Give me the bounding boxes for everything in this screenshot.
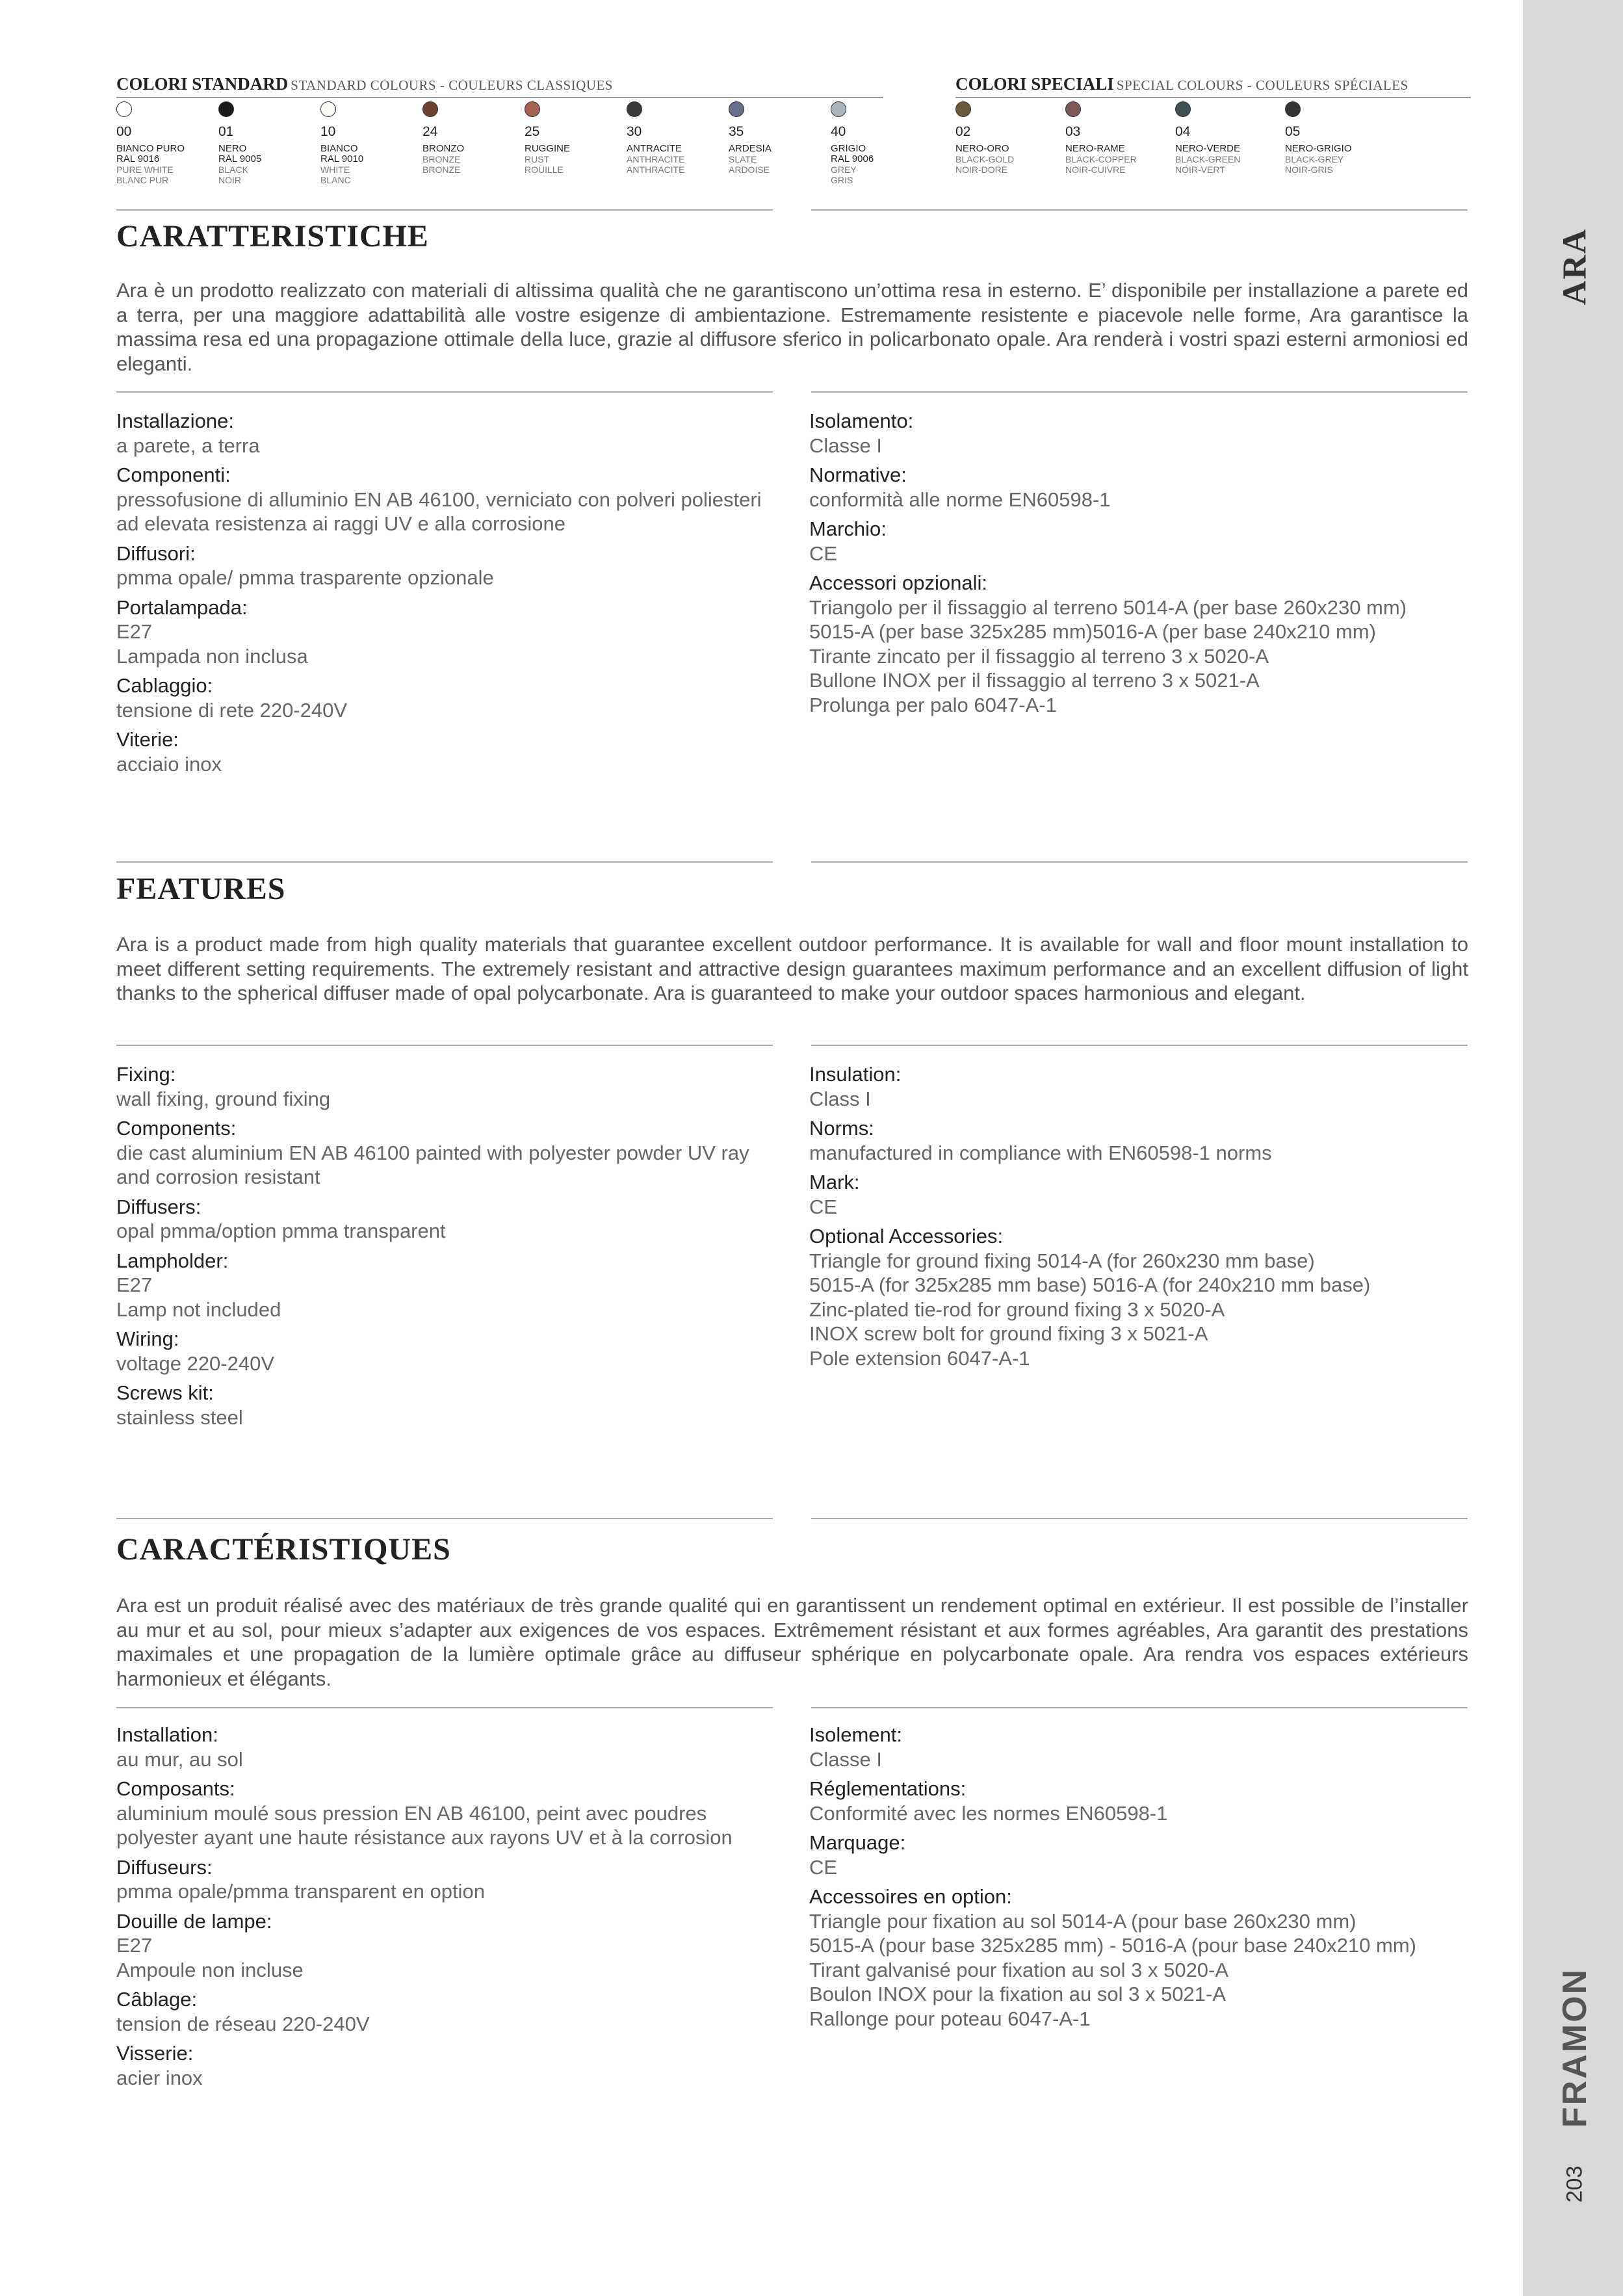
- spec-item: [116, 1062, 766, 1111]
- spec-list-right-it: [809, 409, 1472, 722]
- spec-value: E27 Lamp not included: [116, 1273, 281, 1321]
- colour-swatch-35: [729, 101, 826, 175]
- colour-translations: BLACK-GOLD NOIR-DORE: [955, 154, 1015, 175]
- spec-item: [116, 541, 779, 590]
- colour-dot-icon: [1285, 101, 1301, 117]
- colour-code: 00: [116, 124, 132, 139]
- colour-dot-icon: [116, 101, 132, 117]
- spec-item: [116, 1987, 779, 2036]
- spec-item: [809, 1116, 1472, 1165]
- spec-value: manufactured in compliance with EN60598-1 norms: [809, 1141, 1272, 1164]
- spec-label: Accessoires en option:: [809, 1885, 1012, 1908]
- spec-label: Componenti:: [116, 463, 231, 486]
- spec-item: [116, 409, 779, 458]
- colour-dot-icon: [218, 101, 234, 117]
- brand-logo: [1542, 1963, 1607, 2132]
- spec-label: Portalampada:: [116, 595, 248, 619]
- section-description-fr: Ara est un produit réalisé avec des matériaux de très grande qualité qui en garantissent un rendement optimal en extérieur. Il est possible de l’installer au mur et au sol, pour mieux s’adapter aux exigences de vos espaces. Extrêmement résistant et aux formes agréables, Ara garantit des prestations maximales et une propagation de la lumière optimale grâce au diffuseur sphérique en polycarbonate opale. Ara rendra vos espaces extérieurs harmonieux et élégants.: [116, 1594, 1468, 1690]
- spec-value: Triangle pour fixation au sol 5014-A (pour base 260x230 mm) 5015-A (pour base 325x285 mm) - 5016-A (pour base 240x210 mm) Tirant galvanisé pour fixation au sol 3 x 5020-A Boulon INOX pour la fixation au sol 3 x 5021-A Rallonge pour poteau 6047-A-1: [809, 1909, 1416, 2030]
- colour-dot-icon: [1065, 101, 1081, 117]
- colour-swatch-24: [422, 101, 520, 175]
- colour-translations: PURE WHITE BLANC PUR: [116, 164, 174, 185]
- colour-swatch-10: [320, 101, 418, 185]
- spec-item: [116, 1855, 779, 1904]
- colour-swatch-40: [831, 101, 928, 185]
- page-number-text: 203: [1562, 2165, 1587, 2203]
- product-title-text: ARA: [1556, 228, 1594, 306]
- spec-label: Douille de lampe:: [116, 1909, 272, 1933]
- spec-list-right-en: [809, 1062, 1472, 1376]
- spec-value: acciaio inox: [116, 752, 222, 776]
- spec-value: Triangolo per il fissaggio al terreno 5014-A (per base 260x230 mm) 5015-A (per base 325x285 mm)5016-A (per base 240x210 mm) Tirante zincato per il fissaggio al terreno 3 x 5020-A Bullone INOX per il fissaggio al terreno 3 x 5021-A Prolunga per palo 6047-A-1: [809, 595, 1407, 716]
- colour-translations: BLACK-GREY NOIR-GRIS: [1285, 154, 1344, 175]
- standard-colours-rule: [116, 97, 883, 98]
- spec-value: Triangle for ground fixing 5014-A (for 260x230 mm base) 5015-A (for 325x285 mm base) 5016-A (for 240x210 mm base) Zinc-plated tie-rod for ground fixing 3 x 5020-A INOX screw bolt for ground fixing 3 x 5021-A Pole extension 6047-A-1: [809, 1249, 1371, 1370]
- spec-item: [809, 1885, 1472, 2031]
- colour-swatch-03: [1065, 101, 1163, 175]
- spec-value: die cast aluminium EN AB 46100 painted with polyester powder UV ray and corrosion resistant: [116, 1141, 749, 1188]
- colour-name: BIANCO PURO RAL 9016: [116, 143, 185, 164]
- spec-label: Viterie:: [116, 728, 179, 751]
- spec-item: [116, 673, 779, 722]
- standard-colours-title: COLORI STANDARD: [116, 74, 289, 94]
- spec-label: Réglementations:: [809, 1777, 967, 1800]
- section-rule-left: [116, 209, 773, 211]
- colour-translations: BRONZE BRONZE: [422, 154, 461, 175]
- colour-dot-icon: [320, 101, 336, 117]
- colour-code: 05: [1285, 124, 1301, 139]
- colour-name: NERO-GRIGIO: [1285, 143, 1352, 154]
- spec-rule-right: [811, 391, 1468, 393]
- spec-label: Marquage:: [809, 1831, 906, 1854]
- colour-dot-icon: [729, 101, 744, 117]
- section-description-en: Ara is a product made from high quality materials that guarantee excellent outdoor performance. It is available for wall and floor mount installation to meet different setting requirements. The extremely resistant and attractive design guarantees maximum performance and an excellent diffusion of light thanks to the spherical diffuser made of opal polycarbonate. Ara is guaranteed to make your outdoor spaces harmonious and elegant.: [116, 933, 1468, 1004]
- colour-name: NERO-ORO: [955, 143, 1009, 154]
- spec-value: tensione di rete 220-240V: [116, 698, 348, 722]
- colour-translations: BLACK-COPPER NOIR-CUIVRE: [1065, 154, 1137, 175]
- spec-rule-left: [116, 1707, 773, 1708]
- spec-label: Accessori opzionali:: [809, 571, 987, 594]
- colour-swatch-01: [218, 101, 316, 185]
- spec-item: [116, 1723, 779, 1771]
- colour-translations: SLATE ARDOISE: [729, 154, 770, 175]
- spec-item: [809, 1777, 1472, 1825]
- colour-dot-icon: [422, 101, 438, 117]
- spec-item: [116, 1777, 779, 1850]
- spec-value: pmma opale/ pmma trasparente opzionale: [116, 566, 494, 589]
- special-colours-subtitle: SPECIAL COLOURS - COULEURS SPÉCIALES: [1116, 77, 1409, 93]
- spec-label: Câblage:: [116, 1988, 198, 2011]
- colour-swatch-00: [116, 101, 214, 185]
- spec-label: Norms:: [809, 1117, 874, 1140]
- section-rule-left: [116, 1518, 773, 1519]
- spec-item: [809, 571, 1472, 717]
- colour-code: 02: [955, 124, 971, 139]
- colour-name: ARDESIA: [729, 143, 772, 154]
- spec-value: conformità alle norme EN60598-1: [809, 488, 1111, 511]
- colour-code: 35: [729, 124, 744, 139]
- spec-item: [809, 517, 1472, 566]
- spec-item: [116, 1327, 766, 1376]
- spec-label: Lampholder:: [116, 1249, 229, 1272]
- section-title-it: CARATTERISTICHE: [116, 219, 429, 254]
- spec-label: Diffuseurs:: [116, 1855, 213, 1879]
- colour-swatch-30: [627, 101, 724, 175]
- spec-list-left-en: [116, 1062, 766, 1435]
- spec-item: [809, 409, 1472, 458]
- special-colours-heading: [955, 74, 1409, 94]
- spec-value: aluminium moulé sous pression EN AB 46100, peint avec poudres polyester ayant une haute résistance aux rayons UV et à la corrosion: [116, 1801, 733, 1849]
- colour-dot-icon: [955, 101, 971, 117]
- colour-translations: WHITE BLANC: [320, 164, 351, 185]
- section-title-fr: CARACTÉRISTIQUES: [116, 1532, 451, 1567]
- spec-value: Conformité avec les normes EN60598-1: [809, 1801, 1168, 1825]
- spec-label: Normative:: [809, 463, 907, 486]
- colour-code: 25: [525, 124, 540, 139]
- colour-code: 10: [320, 124, 336, 139]
- spec-item: [116, 463, 779, 536]
- sidebar: [1523, 0, 1623, 2296]
- spec-label: Wiring:: [116, 1327, 179, 1350]
- brand-logo-text: FRAMON: [1556, 1967, 1594, 2128]
- colour-name: BRONZO: [422, 143, 465, 154]
- colour-name: BIANCO RAL 9010: [320, 143, 364, 164]
- colour-swatch-05: [1285, 101, 1383, 175]
- spec-value: pmma opale/pmma transparent en option: [116, 1880, 485, 1903]
- section-title-en: FEATURES: [116, 872, 286, 906]
- spec-item: [809, 1224, 1472, 1370]
- colour-name: GRIGIO RAL 9006: [831, 143, 874, 164]
- spec-label: Installation:: [116, 1723, 218, 1746]
- colour-translations: GREY GRIS: [831, 164, 857, 185]
- colour-swatch-02: [955, 101, 1053, 175]
- spec-label: Visserie:: [116, 2042, 194, 2065]
- spec-item: [809, 1723, 1472, 1771]
- colour-swatch-04: [1175, 101, 1273, 175]
- spec-item: [809, 1170, 1472, 1219]
- colour-swatch-25: [525, 101, 622, 175]
- spec-item: [116, 1116, 766, 1190]
- section-rule-left: [116, 861, 773, 863]
- colour-translations: RUST ROUILLE: [525, 154, 564, 175]
- spec-item: [809, 463, 1472, 512]
- spec-label: Isolement:: [809, 1723, 903, 1746]
- spec-label: Diffusers:: [116, 1195, 201, 1218]
- spec-rule-right: [811, 1045, 1468, 1046]
- spec-item: [116, 1381, 766, 1429]
- spec-rule-right: [811, 1707, 1468, 1708]
- spec-label: Cablaggio:: [116, 674, 213, 697]
- colour-code: 40: [831, 124, 846, 139]
- spec-item: [809, 1831, 1472, 1879]
- sidebar-product-title: [1542, 221, 1607, 312]
- spec-value: acier inox: [116, 2066, 203, 2089]
- spec-item: [116, 595, 779, 669]
- spec-value: stainless steel: [116, 1405, 243, 1429]
- colour-code: 24: [422, 124, 438, 139]
- spec-label: Optional Accessories:: [809, 1225, 1004, 1247]
- spec-value: CE: [809, 541, 838, 565]
- spec-value: a parete, a terra: [116, 434, 260, 457]
- special-colours-title: COLORI SPECIALI: [955, 74, 1114, 94]
- spec-label: Screws kit:: [116, 1381, 214, 1404]
- colour-code: 03: [1065, 124, 1081, 139]
- spec-value: pressofusione di alluminio EN AB 46100, verniciato con polveri poliesteri ad elevata resistenza ai raggi UV e alla corrosione: [116, 488, 762, 535]
- spec-item: [809, 1062, 1472, 1111]
- spec-value: tension de réseau 220-240V: [116, 2012, 370, 2035]
- colour-code: 30: [627, 124, 642, 139]
- colour-name: NERO-VERDE: [1175, 143, 1241, 154]
- spec-value: opal pmma/option pmma transparent: [116, 1220, 446, 1242]
- section-rule-right: [811, 1518, 1468, 1519]
- spec-rule-left: [116, 391, 773, 393]
- spec-label: Installazione:: [116, 410, 234, 432]
- spec-label: Insulation:: [809, 1063, 902, 1086]
- spec-item: [116, 1195, 766, 1244]
- spec-value: Classe I: [809, 1747, 882, 1771]
- spec-value: voltage 220-240V: [116, 1351, 275, 1375]
- special-colours-rule: [955, 97, 1471, 98]
- spec-list-left-fr: [116, 1723, 779, 2095]
- colour-dot-icon: [1175, 101, 1191, 117]
- colour-code: 04: [1175, 124, 1191, 139]
- colour-dot-icon: [525, 101, 540, 117]
- colour-translations: BLACK-GREEN NOIR-VERT: [1175, 154, 1241, 175]
- section-rule-right: [811, 861, 1468, 863]
- spec-label: Isolamento:: [809, 410, 914, 432]
- colour-name: NERO-RAME: [1065, 143, 1125, 154]
- section-rule-right: [811, 209, 1468, 211]
- standard-colours-subtitle: STANDARD COLOURS - COULEURS CLASSIQUES: [291, 77, 613, 93]
- spec-value: CE: [809, 1855, 838, 1879]
- colour-dot-icon: [831, 101, 846, 117]
- section-description-it: Ara è un prodotto realizzato con materiali di altissima qualità che ne garantiscono un’ottima resa in esterno. E’ disponibile per installazione a parete ed a terra, per una maggiore adattabilità alle vostre esigenze di ambientazione. Estremamente resistente e piacevole nelle forme, Ara garantisce la massima resa ed una propagazione ottimale della luce, grazie al diffusore sferico in policarbonato opale. Ara renderà i vostri spazi esterni armoniosi ed eleganti.: [116, 279, 1468, 375]
- colour-name: ANTRACITE: [627, 143, 682, 154]
- spec-item: [116, 1249, 766, 1322]
- spec-value: Class I: [809, 1087, 871, 1110]
- colour-dot-icon: [627, 101, 642, 117]
- spec-label: Composants:: [116, 1777, 235, 1800]
- standard-colours-heading: [116, 74, 613, 94]
- spec-item: [116, 2041, 779, 2090]
- page-number: [1542, 2145, 1607, 2223]
- spec-value: Classe I: [809, 434, 882, 457]
- colour-translations: ANTHRACITE ANTHRACITE: [627, 154, 685, 175]
- spec-item: [116, 1909, 779, 1983]
- spec-item: [116, 727, 779, 776]
- spec-label: Components:: [116, 1117, 237, 1140]
- spec-value: au mur, au sol: [116, 1747, 243, 1771]
- colour-name: NERO RAL 9005: [218, 143, 262, 164]
- spec-label: Marchio:: [809, 517, 887, 540]
- colour-name: RUGGINE: [525, 143, 571, 154]
- spec-label: Diffusori:: [116, 541, 196, 565]
- spec-list-right-fr: [809, 1723, 1472, 2036]
- spec-value: E27 Lampada non inclusa: [116, 620, 308, 668]
- spec-value: CE: [809, 1195, 838, 1218]
- spec-label: Fixing:: [116, 1063, 176, 1086]
- spec-label: Mark:: [809, 1171, 860, 1194]
- colour-translations: BLACK NOIR: [218, 164, 248, 185]
- spec-list-left-it: [116, 409, 779, 781]
- colour-code: 01: [218, 124, 234, 139]
- spec-value: wall fixing, ground fixing: [116, 1087, 331, 1110]
- spec-rule-left: [116, 1045, 773, 1046]
- spec-value: E27 Ampoule non incluse: [116, 1934, 304, 1981]
